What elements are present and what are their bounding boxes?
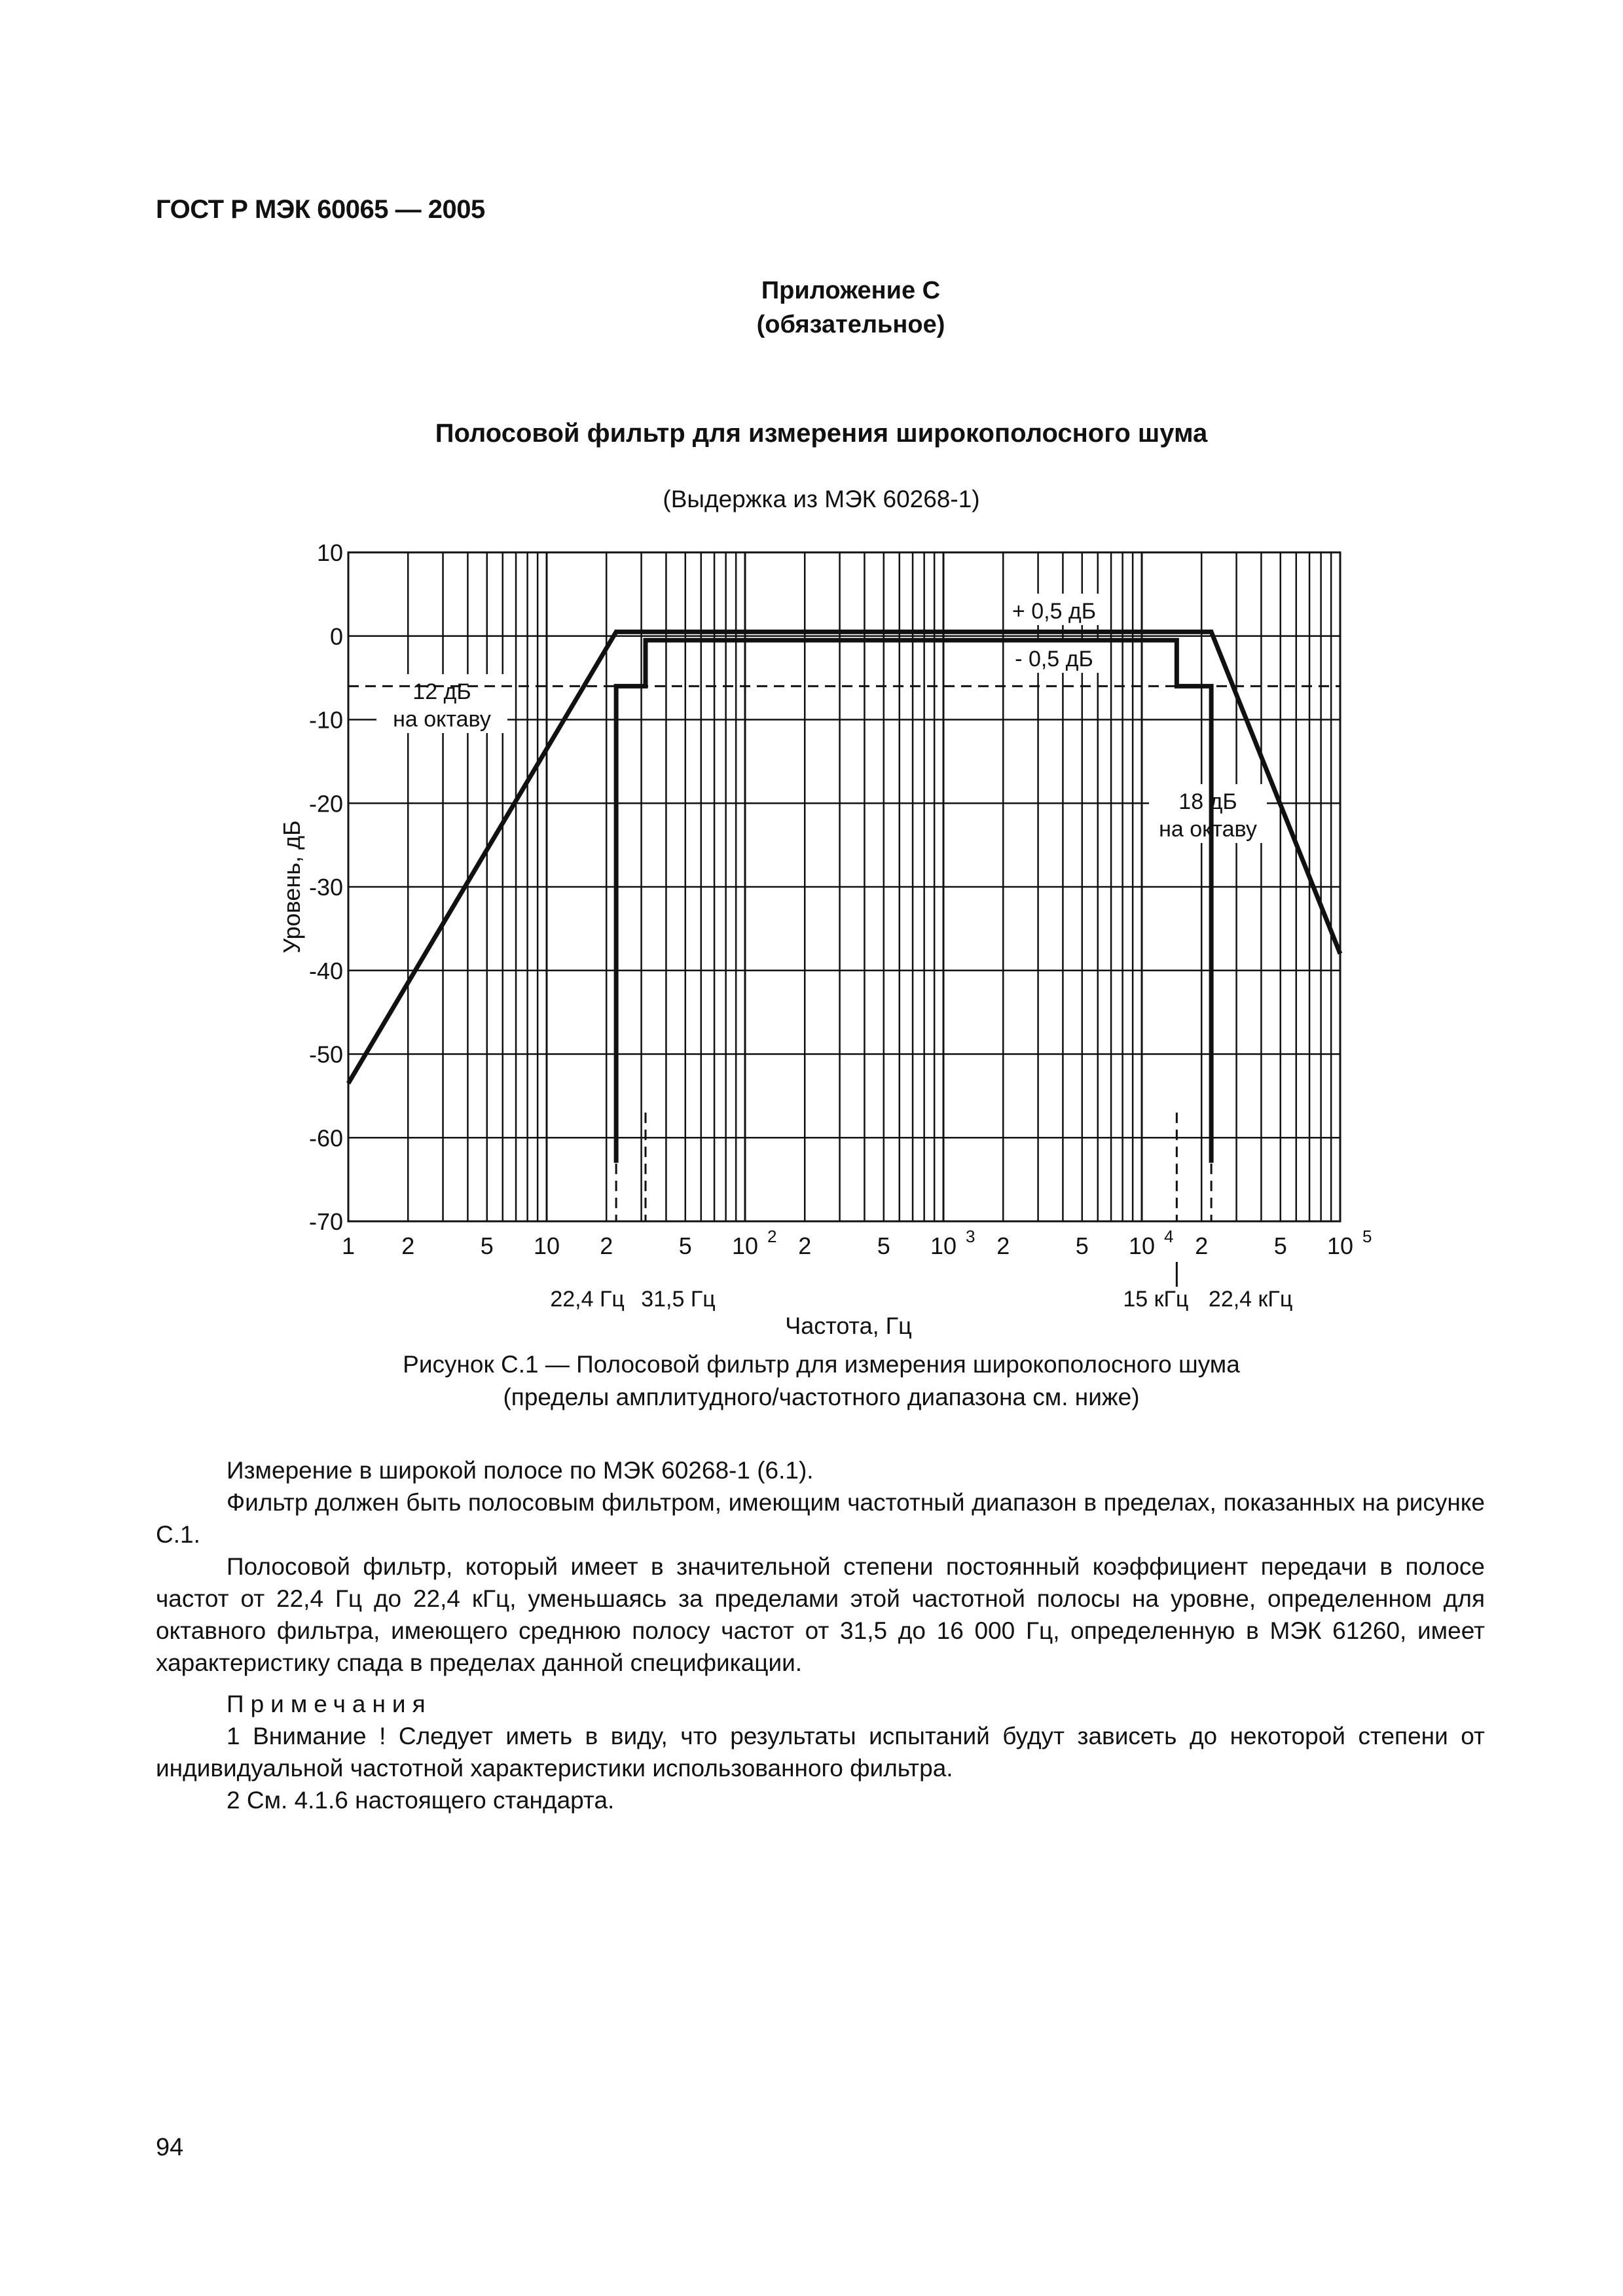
x-tick-label: 10: [1128, 1232, 1156, 1259]
x-tick-label: 10: [731, 1232, 759, 1259]
notes-title: Примечания: [227, 1691, 432, 1717]
x-tick-label: 10: [1326, 1232, 1354, 1259]
y-tick-label: -30: [308, 874, 343, 901]
paragraph-1: Измерение в широкой полосе по МЭК 60268-1 (6.1).: [227, 1457, 814, 1484]
y-tick-label: -20: [308, 790, 343, 817]
x-tick-label: 5: [1273, 1232, 1287, 1259]
x-tick-label: 1: [341, 1232, 356, 1259]
caption-line-2: (пределы амплитудного/частотного диапазона см. ниже): [503, 1384, 1140, 1410]
annotation-slope-left-unit: на октаву: [393, 707, 491, 732]
annotation-slope-left: 12 дБ: [412, 679, 471, 704]
x-tick-label: 10: [930, 1232, 957, 1259]
note-2: 2 См. 4.1.6 настоящего стандарта.: [227, 1787, 615, 1814]
y-tick-label: 0: [329, 622, 343, 650]
x-tick-label-superscript: 2: [767, 1227, 777, 1246]
x-tick-label: 5: [678, 1232, 692, 1259]
note-1: 1 Внимание ! Следует иметь в виду, что результаты испытаний будут зависеть до некоторой степени от индивидуальной частотной характеристики использованного фильтра.: [156, 1723, 1485, 1782]
annotation-minus-0-5db: - 0,5 дБ: [1015, 647, 1093, 672]
y-tick-label: 10: [316, 539, 343, 566]
page-number: 94: [156, 2134, 184, 2161]
marker-label-22-4hz: 22,4 Гц: [550, 1287, 625, 1312]
figure-title: Полосовой фильтр для измерения широкополосного шума: [435, 419, 1208, 448]
x-tick-label-superscript: 5: [1362, 1227, 1372, 1246]
marker-label-22-4khz: 22,4 кГц: [1208, 1287, 1293, 1312]
x-tick-label: 2: [401, 1232, 415, 1259]
x-tick-label: 10: [533, 1232, 560, 1259]
x-axis-label: Частота, Гц: [785, 1312, 912, 1339]
annotation-plus-0-5db: + 0,5 дБ: [1012, 599, 1097, 624]
x-tick-label-superscript: 3: [966, 1227, 976, 1246]
y-tick-label: -40: [308, 957, 343, 984]
x-tick-label: 2: [798, 1232, 812, 1259]
paragraph-3: Полосовой фильтр, который имеет в значительной степени постоянный коэффициент передачи в полосе частот от 22,4 Гц до 22,4 кГц, уменьшаясь за пределами этой частотной полосы на уровне, определенном для октавного фильтра, имеющего среднюю полосу частот от 31,5 до 16 000 Гц, определенную в МЭК 61260, имеет характеристику спада в пределах данной спецификации.: [156, 1553, 1485, 1676]
y-tick-label: -70: [308, 1208, 343, 1235]
marker-label-15khz: 15 кГц: [1123, 1287, 1189, 1312]
body-text: [156, 1454, 1485, 1816]
caption-line-1: Рисунок С.1 — Полосовой фильтр для измерения широкополосного шума: [403, 1351, 1240, 1378]
x-tick-label: 5: [1075, 1232, 1089, 1259]
excerpt-note: (Выдержка из МЭК 60268-1): [663, 486, 980, 512]
marker-label-31-5hz: 31,5 Гц: [641, 1287, 716, 1312]
document-header: ГОСТ Р МЭК 60065 — 2005: [156, 195, 485, 224]
y-axis-label: Уровень, дБ: [278, 820, 305, 954]
appendix-label: Приложение С: [761, 277, 941, 304]
x-tick-label: 5: [877, 1232, 890, 1259]
x-tick-label: 2: [996, 1232, 1010, 1259]
paragraph-2: Фильтр должен быть полосовым фильтром, имеющим частотный диапазон в пределах, показанных на рисунке С.1.: [156, 1489, 1485, 1548]
x-tick-label: 5: [480, 1232, 494, 1259]
y-tick-label: -50: [308, 1041, 343, 1068]
y-tick-label: -60: [308, 1124, 343, 1152]
y-tick-label: -10: [308, 706, 343, 734]
annotation-slope-right-unit: на октаву: [1159, 817, 1257, 842]
appendix-status: (обязательное): [756, 311, 945, 338]
x-tick-label: 2: [600, 1232, 613, 1259]
figure-caption: [0, 1348, 1623, 1414]
x-tick-label: 2: [1195, 1232, 1209, 1259]
annotation-slope-right: 18 дБ: [1178, 789, 1237, 814]
x-tick-label-superscript: 4: [1164, 1227, 1174, 1246]
